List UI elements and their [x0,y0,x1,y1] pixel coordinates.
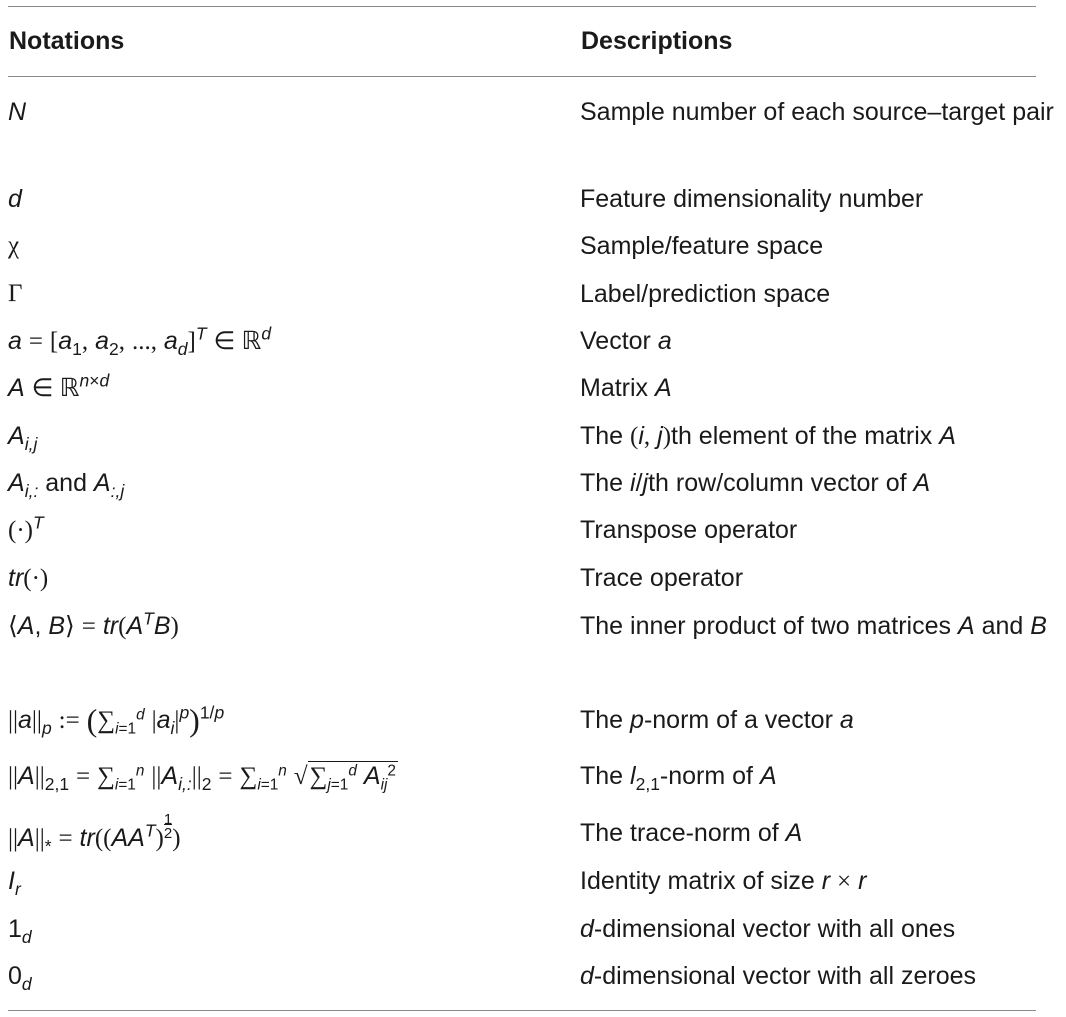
column-header-notations: Notations [9,27,125,55]
description-cell: The $l_{2,1}$-norm of A [580,762,777,794]
description-cell: The p-norm of a vector a [580,706,854,734]
notation-cell: $||a||_p$ := ($\sum_{i=1}^d$ $|a_i|^p)^{1/p}$ [8,702,225,738]
description-cell: The inner product of two matrices A and B [580,612,1047,640]
description-cell: Vector a [580,327,672,355]
description-cell: The trace-norm of A [580,819,803,847]
notation-cell: N [8,98,27,126]
description-cell: The i/jth row/column vector of A [580,469,931,497]
notation-cell: χ [8,232,20,259]
notation-cell: tr(·) [8,564,49,592]
description-cell: Transpose operator [580,516,798,544]
description-cell: The (i, j)th element of the matrix A [580,422,956,450]
notation-cell: $1_d$ [8,915,32,947]
description-cell: Sample number of each source–target pair [580,98,1054,126]
notation-cell: $a = [a_1$, $a_2$, ..., $a_d]^T$ ∈ ℝ$^d$ [8,323,272,359]
description-cell: Identity matrix of size r × r [580,867,867,895]
description-cell: d-dimensional vector with all zeroes [580,962,977,990]
notation-cell: $A_{i,:}$ and $A_{:,j}$ [8,469,125,501]
notation-cell: $||A||_{2,1} = \sum_{i=1}^n$ $||A_{i,:}||_2 = \sum_{i=1}^n$ $√\sum_{j=1}^d$ $A_{ij}^2$ [8,762,396,794]
description-cell: Feature dimensionality number [580,185,924,213]
notation-cell: $A_{i,j}$ [8,422,38,454]
description-cell: Matrix A [580,374,672,402]
notation-cell: ⟨A, B⟩ = $tr(A^TB)$ [8,608,179,640]
column-header-descriptions: Descriptions [581,27,733,55]
notation-cell: Γ [8,280,23,307]
notation-cell: $(\cdot)^T$ [8,512,44,544]
notation-cell: $||A||_* = tr((AA^T)\frac{1}{2})$ [8,811,181,856]
notation-cell: d [8,185,22,213]
header-rule [8,76,1036,77]
notation-cell: $0_d$ [8,962,32,994]
description-cell: d-dimensional vector with all ones [580,915,956,943]
notation-cell: $I_r$ [8,867,21,899]
description-cell: Label/prediction space [580,280,831,308]
description-cell: Trace operator [580,564,744,592]
table-bottom-rule [8,1010,1036,1011]
description-cell: Sample/feature space [580,232,824,260]
table-top-rule [8,6,1036,7]
notation-cell: A ∈ ℝ$^{n\times d}$ [8,370,110,402]
